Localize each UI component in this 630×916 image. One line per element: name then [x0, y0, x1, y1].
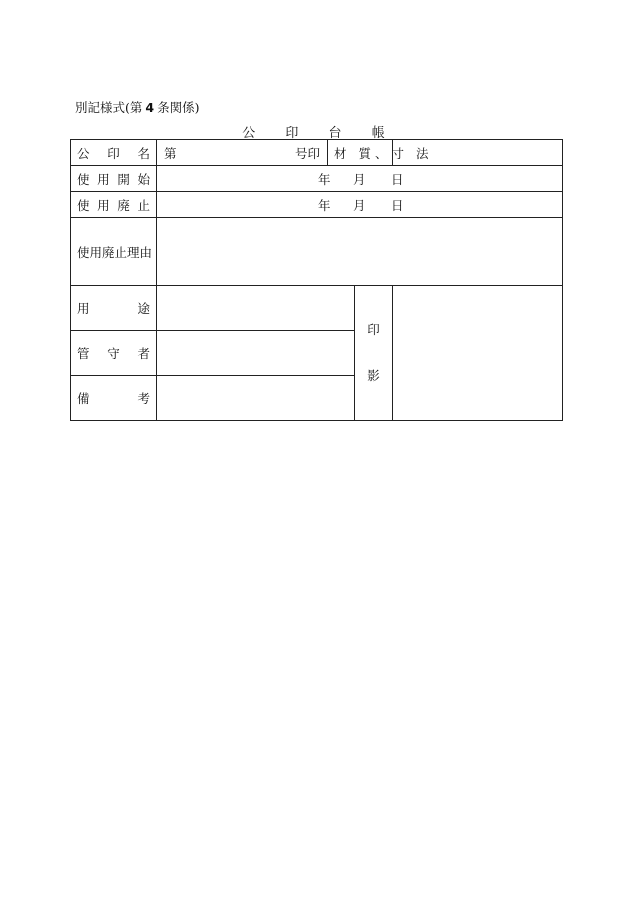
seal-ledger-table — [70, 139, 563, 421]
form-caption-prefix: 別記様式(第 — [75, 100, 143, 115]
remarks-label — [71, 376, 157, 421]
use-end-label-char: 使 — [77, 197, 90, 213]
discontinue-reason-label: 使用廃止理由 — [71, 218, 157, 286]
use-start-label-char: 開 — [117, 171, 130, 187]
row-seal-name — [71, 140, 563, 166]
use-end-label-char: 廃 — [117, 197, 130, 213]
month-unit: 月 — [353, 197, 366, 213]
purpose-field[interactable] — [157, 286, 355, 331]
use-start-label-char: 使 — [77, 171, 90, 187]
material-size-label: 材 質、寸 法 — [328, 140, 393, 166]
seal-name-label-char: 公 — [77, 145, 90, 161]
seal-impression-label-char: 影 — [367, 368, 380, 383]
custodian-label-char: 守 — [107, 346, 120, 361]
document-title: 公 印 台 帳 — [242, 126, 398, 141]
row-discontinue-reason — [71, 218, 563, 286]
use-end-date-field[interactable] — [157, 192, 563, 218]
seal-impression-label-char: 印 — [367, 321, 380, 337]
seal-impression-field[interactable] — [393, 286, 563, 421]
use-start-label-char: 始 — [137, 171, 150, 187]
use-start-label — [71, 166, 157, 192]
row-use-end — [71, 192, 563, 218]
seal-number-field[interactable] — [157, 140, 328, 166]
use-end-label-char: 用 — [97, 197, 110, 213]
remarks-label-char: 備 — [77, 391, 90, 406]
use-start-date-field[interactable] — [157, 166, 563, 192]
month-unit: 月 — [353, 171, 366, 187]
remarks-label-char: 考 — [137, 391, 150, 406]
purpose-label-char: 途 — [137, 301, 150, 316]
custodian-label-char: 者 — [137, 346, 150, 361]
use-start-label-char: 用 — [97, 171, 110, 187]
form-caption-article-number: 4 — [145, 100, 155, 115]
form-caption — [75, 98, 199, 116]
row-use-start — [71, 166, 563, 192]
seal-name-label — [71, 140, 157, 166]
seal-number-prefix: 第 — [164, 145, 177, 161]
seal-impression-label — [355, 286, 393, 421]
discontinue-reason-field[interactable] — [157, 218, 563, 286]
purpose-label-char: 用 — [77, 301, 90, 316]
form-caption-suffix: 条関係) — [157, 100, 200, 115]
use-end-label — [71, 192, 157, 218]
seal-number-suffix: 号印 — [294, 145, 320, 161]
seal-name-label-char: 名 — [137, 145, 150, 161]
remarks-field[interactable] — [157, 376, 355, 421]
day-unit: 日 — [391, 197, 404, 213]
purpose-label — [71, 286, 157, 331]
seal-name-label-char: 印 — [107, 145, 120, 161]
custodian-label — [71, 331, 157, 376]
year-unit: 年 — [318, 197, 331, 213]
year-unit: 年 — [318, 171, 331, 187]
custodian-label-char: 管 — [77, 346, 90, 361]
row-purpose — [71, 286, 563, 331]
day-unit: 日 — [391, 171, 404, 187]
custodian-field[interactable] — [157, 331, 355, 376]
use-end-label-char: 止 — [137, 197, 150, 213]
